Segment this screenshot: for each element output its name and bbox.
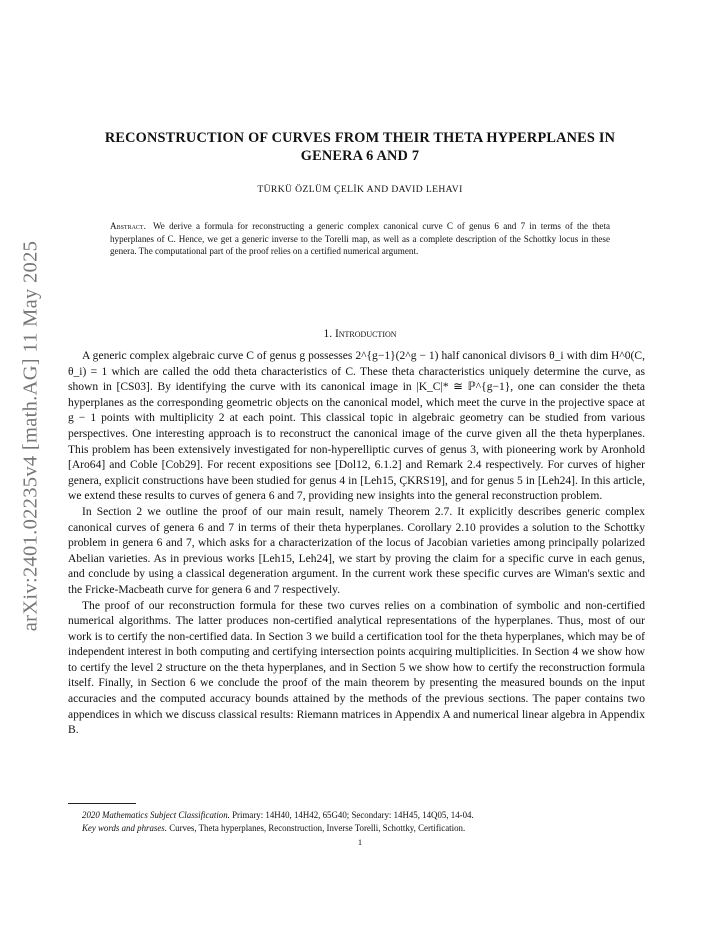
keywords-footnote (68, 822, 645, 835)
paragraph: A generic complex algebraic curve C of genus g possesses 2^{g−1}(2^g − 1) half canonical divisors θ_i with dim H^0(C, θ_i) = 1 which are called the odd theta characteristics of C. These theta characteristics uniquely determine the curve, as shown in [CS03]. By identifying the curve with its canonical image in |K_C|* ≅ ℙ^{g−1}, one can consider the theta hyperplanes as the corresponding geometric objects on the canonical model, which meet the curve in the projective space at g − 1 points with multiplicity 2 at each point. This classical topic in algebraic geometry can be studied from various perspectives. One interesting approach is to reconstruct the canonical image of the curve given all the theta hyperplanes. This problem has been extensively investigated for non-hyperelliptic curves of genus 3, with pioneering work by Aronhold [Aro64] and Coble [Cob29]. For recent expositions see [Dol12, 6.1.2] and Remark 2.4 respectively. For curves of higher genera, explicit constructions have been studied for genus 4 in [Leh15, ÇKRS19], and for genus 5 in [Leh24]. In this article, we extend these results to curves of genera 6 and 7, providing new insights into the general reconstruction problem. (68, 350, 645, 503)
section-title: Introduction (334, 328, 397, 340)
title-line-2: GENERA 6 AND 7 (300, 148, 420, 164)
title-line-1: RECONSTRUCTION OF CURVES FROM THEIR THETA HYPERPLANES IN (104, 130, 616, 146)
paragraph: In Section 2 we outline the proof of our main result, namely Theorem 2.7. It explicitly describes generic complex canonical curves of genera 6 and 7 in terms of their theta hyperplanes. Corollary 2.10 provides a solution to the Schottky problem in genera 6 and 7, which asks for a characterization of the locus of Jacobian varieties among principally polarized Abelian varieties. As in previous works [Leh15, Leh24], we start by proving the claim for a specific curve in each genus, and conclude by using a classical degeneration argument. In the current work these specific curves are Wiman's sextic and the Fricke-Macbeath curve for genera 6 and 7 respectively. (68, 505, 645, 596)
arxiv-stamp-text: arXiv:2401.02235v4 [math.AG] 11 May 2025 (19, 240, 42, 632)
abstract-label: Abstract. (110, 221, 146, 231)
msc-label: 2020 Mathematics Subject Classification. (82, 810, 230, 820)
msc-footnote (68, 809, 645, 822)
keywords-text: Curves, Theta hyperplanes, Reconstruction, Inverse Torelli, Schottky, Certification. (169, 822, 466, 833)
msc-text: Primary: 14H40, 14H42, 65G40; Secondary: 14H45, 14Q05, 14-04. (232, 810, 474, 820)
section-number: 1. (323, 328, 333, 340)
section-heading (80, 328, 640, 340)
body-text (68, 349, 645, 739)
footnote-rule (68, 803, 136, 804)
page-number: 1 (357, 837, 363, 847)
authors: TÜRKÜ ÖZLÜM ÇELİK AND DAVID LEHAVI (257, 184, 463, 195)
footnotes (68, 809, 645, 834)
abstract-text: We derive a formula for reconstructing a generic complex canonical curve C of genus 6 and 7 in terms of the theta hyperplanes of C. Hence, we get a generic inverse to the Torelli map, as well as a complete description of the Schottky locus in these genera. The computational part of the proof relies on a certified numerical argument. (110, 221, 611, 256)
keywords-label: Key words and phrases. (82, 822, 167, 833)
paragraph: The proof of our reconstruction formula for these two curves relies on a combination of symbolic and non-certified numerical algorithms. The latter produces non-certified analytical representations of the hyperplanes. Thus, most of our work is to certify the non-certified data. In Section 3 we build a certification tool for the theta hyperplanes, which may be of independent interest in both computing and certifying intersection points acquiring multiplicities. In Section 4 we show how to certify the level 2 structure on the theta hyperplanes, and in Section 5 we show how to certify the reconstruction formula itself. Finally, in Section 6 we conclude the proof of the main theorem by presenting the measured bounds on the input accuracies and the computed accuracy bounds attained by the methods of the previous sections. The paper contains two appendices in which we discuss classical results: Riemann matrices in Appendix A and numerical linear algebra in Appendix B. (68, 599, 645, 737)
abstract (110, 220, 610, 258)
paper-title (80, 129, 640, 165)
arxiv-stamp (6, 226, 56, 646)
